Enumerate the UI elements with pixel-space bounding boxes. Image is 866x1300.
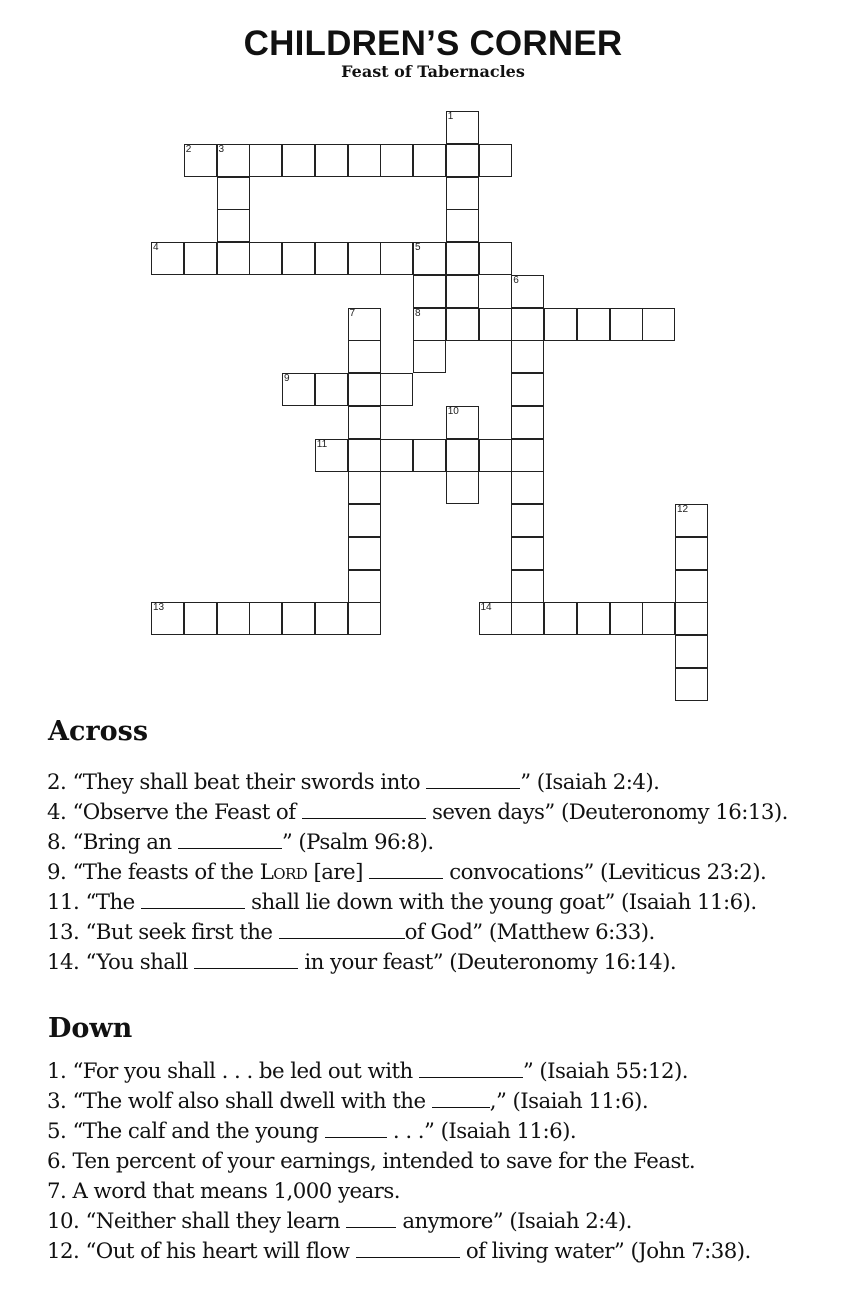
crossword-cell[interactable] — [282, 242, 315, 275]
crossword-cell[interactable] — [675, 504, 708, 537]
crossword-cell-input[interactable] — [152, 603, 183, 634]
crossword-cell-input[interactable] — [676, 538, 707, 569]
crossword-cell-input[interactable] — [316, 374, 347, 405]
crossword-cell[interactable] — [446, 439, 479, 472]
crossword-cell[interactable] — [511, 602, 544, 635]
clue-down-1: 1. “For you shall . . . be led out with ” (Isaiah 55:12). — [47, 1059, 688, 1084]
crossword-cell-input[interactable] — [414, 341, 445, 372]
crossword-cell-input[interactable] — [447, 440, 478, 471]
crossword-cell-input[interactable] — [349, 374, 380, 405]
crossword-cell[interactable] — [446, 144, 479, 177]
crossword-cell-input[interactable] — [349, 243, 380, 274]
crossword-cell-input[interactable] — [643, 309, 674, 340]
crossword-cell-input[interactable] — [447, 210, 478, 241]
across-heading: Across — [48, 716, 149, 747]
crossword-cell-input[interactable] — [447, 276, 478, 307]
crossword-cell-input[interactable] — [578, 603, 609, 634]
crossword-cell-input[interactable] — [218, 210, 249, 241]
crossword-cell[interactable] — [577, 602, 610, 635]
crossword-cell[interactable] — [217, 177, 250, 210]
crossword-cell[interactable] — [544, 602, 577, 635]
crossword-cell[interactable] — [380, 373, 413, 406]
crossword-cell-input[interactable] — [512, 571, 543, 602]
crossword-cell-input[interactable] — [414, 309, 445, 340]
crossword-cell-input[interactable] — [447, 407, 478, 438]
crossword-cell-input[interactable] — [250, 603, 281, 634]
crossword-cell[interactable] — [479, 144, 512, 177]
crossword-cell[interactable] — [511, 570, 544, 603]
crossword-cell-input[interactable] — [512, 276, 543, 307]
crossword-cell[interactable] — [217, 209, 250, 242]
crossword-cell[interactable] — [282, 373, 315, 406]
answer-blank — [325, 1119, 387, 1138]
answer-blank — [356, 1239, 460, 1258]
answer-blank — [432, 1089, 490, 1108]
crossword-cell-input[interactable] — [316, 243, 347, 274]
crossword-cell[interactable] — [184, 242, 217, 275]
crossword-cell-input[interactable] — [283, 603, 314, 634]
crossword-cell-input[interactable] — [283, 145, 314, 176]
crossword-cell[interactable] — [315, 242, 348, 275]
crossword-cell[interactable] — [315, 373, 348, 406]
crossword-cell[interactable] — [348, 570, 381, 603]
crossword-cell-input[interactable] — [381, 145, 412, 176]
crossword-cell[interactable] — [413, 439, 446, 472]
crossword-cell-input[interactable] — [447, 145, 478, 176]
crossword-cell-input[interactable] — [414, 276, 445, 307]
clue-number-label: 12 — [677, 504, 689, 515]
crossword-cell[interactable] — [675, 537, 708, 570]
crossword-cell-input[interactable] — [676, 669, 707, 700]
crossword-cell-input[interactable] — [349, 407, 380, 438]
crossword-cell[interactable] — [249, 144, 282, 177]
clue-number-label: 5 — [415, 242, 421, 253]
answer-blank — [369, 860, 443, 879]
crossword-cell[interactable] — [348, 602, 381, 635]
crossword-cell-input[interactable] — [447, 472, 478, 503]
crossword-cell-input[interactable] — [349, 505, 380, 536]
crossword-cell-input[interactable] — [512, 407, 543, 438]
crossword-cell-input[interactable] — [381, 374, 412, 405]
clue-down-7: 7. A word that means 1,000 years. — [47, 1179, 400, 1204]
crossword-cell[interactable] — [479, 242, 512, 275]
clue-down-5: 5. “The calf and the young . . .” (Isaiah 11:6). — [47, 1119, 577, 1144]
clue-across-11: 11. “The shall lie down with the young goat” (Isaiah 11:6). — [47, 890, 757, 915]
crossword-cell-input[interactable] — [480, 440, 511, 471]
crossword-cell[interactable] — [446, 308, 479, 341]
crossword-cell[interactable] — [249, 602, 282, 635]
crossword-cell-input[interactable] — [316, 145, 347, 176]
crossword-cell[interactable] — [380, 439, 413, 472]
crossword-cell-input[interactable] — [414, 440, 445, 471]
clue-number-label: 14 — [480, 602, 492, 614]
crossword-cell[interactable] — [446, 111, 479, 144]
crossword-cell-input[interactable] — [250, 145, 281, 176]
crossword-cell[interactable] — [184, 144, 217, 177]
crossword-cell[interactable] — [511, 308, 544, 341]
crossword-cell[interactable] — [348, 373, 381, 406]
crossword-cell-input[interactable] — [447, 178, 478, 209]
crossword-cell[interactable] — [380, 242, 413, 275]
crossword-cell-input[interactable] — [185, 243, 216, 274]
crossword-cell[interactable] — [380, 144, 413, 177]
crossword-cell[interactable] — [413, 242, 446, 275]
clue-number-label: 8 — [415, 307, 421, 319]
clue-number-label: 11 — [316, 438, 328, 450]
page-subtitle: Feast of Tabernacles — [341, 62, 525, 81]
crossword-cell[interactable] — [642, 308, 675, 341]
crossword-cell-input[interactable] — [185, 603, 216, 634]
crossword-cell-input[interactable] — [447, 112, 478, 143]
crossword-cell-input[interactable] — [512, 472, 543, 503]
clue-number-label: 3 — [218, 143, 225, 155]
crossword-cell[interactable] — [446, 471, 479, 504]
crossword-cell[interactable] — [479, 439, 512, 472]
crossword-cell[interactable] — [511, 340, 544, 373]
crossword-cell-input[interactable] — [218, 603, 249, 634]
clue-across-4: 4. “Observe the Feast of seven days” (Deuteronomy 16:13). — [47, 800, 788, 825]
crossword-cell[interactable] — [348, 504, 381, 537]
crossword-cell-input[interactable] — [381, 243, 412, 274]
crossword-cell-input[interactable] — [676, 571, 707, 602]
clue-down-3: 3. “The wolf also shall dwell with the ,” (Isaiah 11:6). — [47, 1089, 649, 1114]
crossword-cell[interactable] — [446, 177, 479, 210]
crossword-cell-input[interactable] — [545, 603, 576, 634]
crossword-cell[interactable] — [479, 602, 512, 635]
crossword-cell[interactable] — [610, 602, 643, 635]
crossword-cell-input[interactable] — [414, 243, 445, 274]
crossword-cell-input[interactable] — [349, 145, 380, 176]
answer-blank — [426, 770, 520, 789]
crossword-cell-input[interactable] — [512, 538, 543, 569]
crossword-cell[interactable] — [315, 602, 348, 635]
answer-blank — [302, 800, 426, 819]
clue-number-label: 4 — [153, 242, 159, 253]
crossword-cell[interactable] — [511, 275, 544, 308]
crossword-cell[interactable] — [511, 439, 544, 472]
clue-across-2: 2. “They shall beat their swords into ” (Isaiah 2:4). — [47, 770, 660, 795]
crossword-cell[interactable] — [511, 537, 544, 570]
crossword-cell-input[interactable] — [349, 309, 380, 340]
crossword-cell-input[interactable] — [152, 243, 183, 274]
answer-blank — [419, 1059, 523, 1078]
crossword-cell[interactable] — [282, 602, 315, 635]
crossword-cell-input[interactable] — [349, 603, 380, 634]
answer-blank — [178, 830, 282, 849]
clue-down-10: 10. “Neither shall they learn anymore” (Isaiah 2:4). — [47, 1209, 632, 1234]
crossword-cell-input[interactable] — [349, 571, 380, 602]
crossword-cell-input[interactable] — [676, 603, 707, 634]
crossword-cell-input[interactable] — [480, 603, 511, 634]
crossword-cell-input[interactable] — [218, 178, 249, 209]
crossword-cell[interactable] — [413, 340, 446, 373]
crossword-cell-input[interactable] — [611, 309, 642, 340]
crossword-cell[interactable] — [544, 308, 577, 341]
clue-down-6: 6. Ten percent of your earnings, intended to save for the Feast. — [47, 1149, 696, 1174]
crossword-cell[interactable] — [184, 602, 217, 635]
clue-across-9: 9. “The feasts of the Lord [are] convocations” (Leviticus 23:2). — [47, 860, 767, 885]
crossword-cell-input[interactable] — [512, 309, 543, 340]
crossword-cell[interactable] — [151, 242, 184, 275]
crossword-cell-input[interactable] — [447, 309, 478, 340]
crossword-cell-input[interactable] — [512, 603, 543, 634]
crossword-cell-input[interactable] — [349, 341, 380, 372]
crossword-cell[interactable] — [413, 275, 446, 308]
clue-number-label: 1 — [447, 111, 454, 122]
crossword-cell-input[interactable] — [283, 243, 314, 274]
crossword-cell-input[interactable] — [545, 309, 576, 340]
crossword-cell-input[interactable] — [512, 440, 543, 471]
crossword-cell-input[interactable] — [676, 636, 707, 667]
crossword-cell[interactable] — [315, 144, 348, 177]
crossword-cell-input[interactable] — [480, 243, 511, 274]
crossword-cell-input[interactable] — [643, 603, 674, 634]
clue-across-13: 13. “But seek first the of God” (Matthew 6:33). — [47, 920, 655, 945]
clue-number-label: 13 — [153, 602, 165, 614]
clue-across-14: 14. “You shall in your feast” (Deuteronomy 16:14). — [47, 950, 677, 975]
clue-number-label: 9 — [284, 373, 290, 384]
crossword-cell-input[interactable] — [250, 243, 281, 274]
across-clue-list — [47, 768, 788, 978]
crossword-cell[interactable] — [282, 144, 315, 177]
crossword-cell[interactable] — [348, 471, 381, 504]
crossword-cell-input[interactable] — [349, 538, 380, 569]
crossword-cell-input[interactable] — [316, 440, 347, 471]
crossword-cell[interactable] — [315, 439, 348, 472]
crossword-cell[interactable] — [348, 406, 381, 439]
crossword-cell[interactable] — [151, 602, 184, 635]
crossword-cell[interactable] — [348, 439, 381, 472]
down-clue-list — [47, 1057, 751, 1267]
clue-number-label: 2 — [185, 143, 192, 155]
crossword-cell[interactable] — [217, 144, 250, 177]
crossword-cell-input[interactable] — [512, 374, 543, 405]
down-heading: Down — [48, 1013, 133, 1044]
crossword-cell[interactable] — [511, 373, 544, 406]
crossword-cell-input[interactable] — [381, 440, 412, 471]
answer-blank — [279, 920, 405, 939]
crossword-cell[interactable] — [348, 308, 381, 341]
crossword-cell[interactable] — [511, 471, 544, 504]
crossword-cell[interactable] — [249, 242, 282, 275]
crossword-cell[interactable] — [446, 406, 479, 439]
crossword-cell-input[interactable] — [480, 145, 511, 176]
crossword-cell[interactable] — [511, 406, 544, 439]
crossword-cell-input[interactable] — [349, 472, 380, 503]
crossword-cell[interactable] — [479, 308, 512, 341]
crossword-cell[interactable] — [446, 209, 479, 242]
crossword-cell[interactable] — [446, 242, 479, 275]
answer-blank — [346, 1209, 396, 1228]
crossword-cell[interactable] — [675, 635, 708, 668]
clue-down-12: 12. “Out of his heart will flow of living water” (John 7:38). — [47, 1239, 751, 1264]
clue-number-label: 10 — [447, 405, 459, 417]
answer-blank — [194, 950, 298, 969]
crossword-cell-input[interactable] — [512, 341, 543, 372]
crossword-cell[interactable] — [610, 308, 643, 341]
crossword-cell-input[interactable] — [218, 243, 249, 274]
answer-blank — [141, 890, 245, 909]
page-title: CHILDREN’S CORNER — [243, 24, 623, 63]
crossword-cell-input[interactable] — [578, 309, 609, 340]
crossword-cell-input[interactable] — [447, 243, 478, 274]
crossword-cell[interactable] — [413, 144, 446, 177]
crossword-cell[interactable] — [642, 602, 675, 635]
clue-number-label: 6 — [513, 274, 519, 286]
crossword-cell-input[interactable] — [316, 603, 347, 634]
crossword-cell[interactable] — [577, 308, 610, 341]
crossword-cell-input[interactable] — [414, 145, 445, 176]
crossword-cell[interactable] — [348, 340, 381, 373]
crossword-cell[interactable] — [348, 144, 381, 177]
crossword-cell-input[interactable] — [349, 440, 380, 471]
crossword-cell[interactable] — [675, 570, 708, 603]
clue-number-label: 7 — [349, 307, 356, 319]
crossword-cell[interactable] — [675, 602, 708, 635]
crossword-cell-input[interactable] — [512, 505, 543, 536]
crossword-cell[interactable] — [413, 308, 446, 341]
crossword-cell[interactable] — [217, 602, 250, 635]
crossword-cell[interactable] — [348, 242, 381, 275]
crossword-cell[interactable] — [217, 242, 250, 275]
crossword-cell[interactable] — [446, 275, 479, 308]
crossword-cell[interactable] — [511, 504, 544, 537]
crossword-cell-input[interactable] — [218, 145, 249, 176]
crossword-cell-input[interactable] — [283, 374, 314, 405]
clue-across-8: 8. “Bring an ” (Psalm 96:8). — [47, 830, 434, 855]
crossword-cell-input[interactable] — [676, 505, 707, 536]
crossword-cell-input[interactable] — [611, 603, 642, 634]
crossword-cell[interactable] — [675, 668, 708, 701]
crossword-cell-input[interactable] — [480, 309, 511, 340]
crossword-cell[interactable] — [348, 537, 381, 570]
crossword-cell-input[interactable] — [185, 145, 216, 176]
